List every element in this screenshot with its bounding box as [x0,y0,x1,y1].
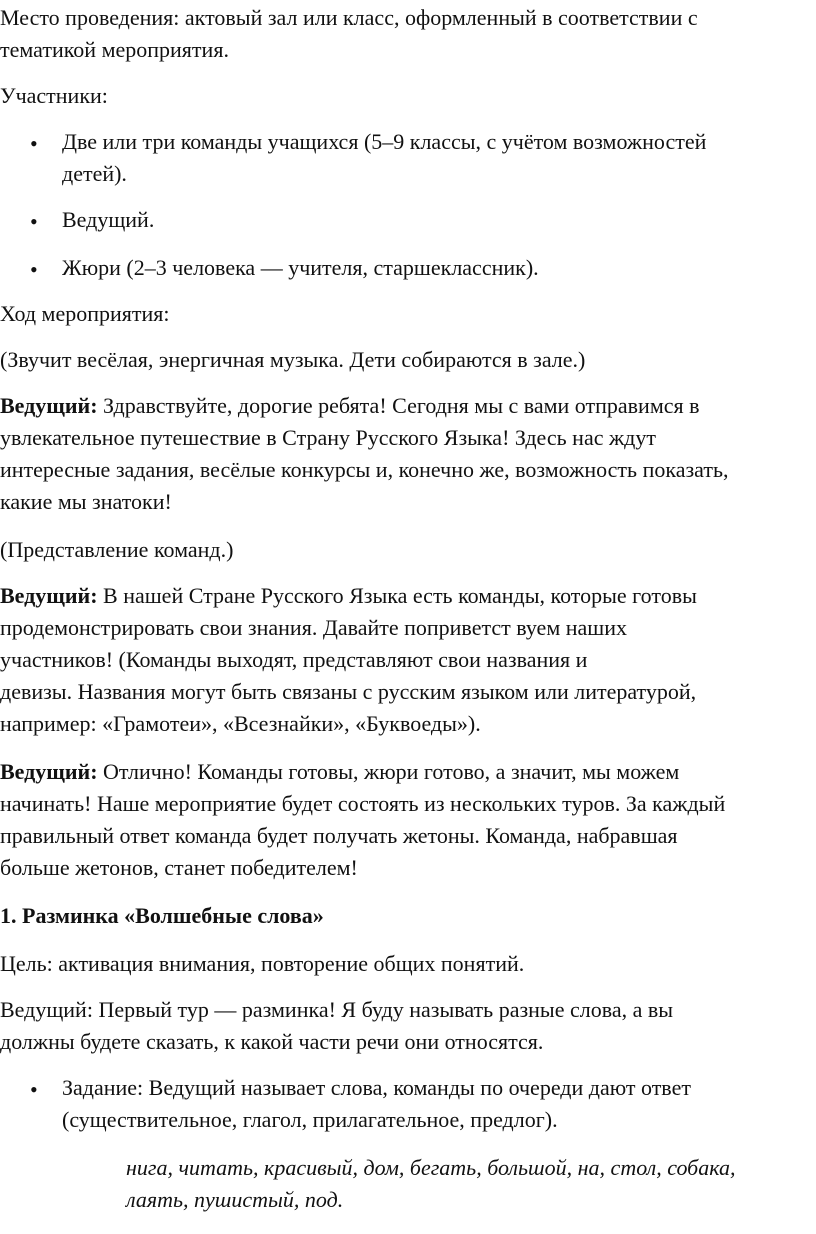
speech-3-text: Отлично! Команды готовы, жюри готово, а значит, мы можем [97,759,680,784]
speech-1-line-2: увлекательное путешествие в Страну Русского Языка! Здесь нас ждут [0,425,656,450]
speaker-label: Ведущий: [0,759,98,784]
round-1-goal: Цель: активация внимания, повторение общих понятий. [0,951,525,976]
round-1-host-line-2: должны будете сказать, к какой части речи они относятся. [0,1029,544,1054]
participants-heading: Участники: [0,83,108,108]
round-1-words-line-2: лаять, пушистый, под. [126,1187,344,1212]
bullet-3: • [30,257,38,282]
presentation-note: (Представление команд.) [0,537,234,562]
speech-2-line-3: участников! (Команды выходят, представляют свои названия и [0,647,588,672]
round-1-words-line-1: нига, читать, красивый, дом, бегать, большой, на, стол, собака, [126,1155,736,1180]
bullet-2: • [30,209,38,234]
participant-item-3: Жюри (2–3 человека — учителя, старшеклассник). [62,255,539,280]
speech-3-line-3: правильный ответ команда будет получать жетоны. Команда, набравшая [0,823,678,848]
speech-1-line-4: какие мы знатоки! [0,489,172,514]
participant-item-2: Ведущий. [62,207,155,232]
round-1-task-line-2: (существительное, глагол, прилагательное, предлог). [62,1107,558,1132]
speech-2-line-5: например: «Грамотеи», «Всезнайки», «Буквоеды»). [0,711,481,736]
speech-2-line-1 [0,580,697,612]
round-1-host-line-1: Ведущий: Первый тур — разминка! Я буду называть разные слова, а вы [0,997,674,1022]
speech-1-line-3: интересные задания, весёлые конкурсы и, конечно же, возможность показать, [0,457,729,482]
bullet-1: • [30,131,38,156]
speech-3-line-1 [0,756,679,788]
venue-line-2: тематикой мероприятия. [0,37,229,62]
course-intro: (Звучит весёлая, энергичная музыка. Дети собираются в зале.) [0,347,586,372]
speech-1-text: Здравствуйте, дорогие ребята! Сегодня мы с вами отправимся в [97,393,700,418]
speaker-label: Ведущий: [0,583,98,608]
course-heading: Ход мероприятия: [0,301,170,326]
speech-2-text: В нашей Стране Русского Языка есть команды, которые готовы [97,583,697,608]
participant-item-1-line-1: Две или три команды учащихся (5–9 классы, с учётом возможностей [62,129,707,154]
speaker-label: Ведущий: [0,393,98,418]
speech-3-line-4: больше жетонов, станет победителем! [0,855,358,880]
venue-line-1: Место проведения: актовый зал или класс, оформленный в соответствии с [0,5,698,30]
round-1-task-line-1: Задание: Ведущий называет слова, команды по очереди дают ответ [62,1075,691,1100]
round-1-title: 1. Разминка «Волшебные слова» [0,903,324,928]
participant-item-1-line-2: детей). [62,161,127,186]
speech-2-line-2: продемонстрировать свои знания. Давайте поприветст вуем наших [0,615,627,640]
speech-2-line-4: девизы. Названия могут быть связаны с русским языком или литературой, [0,679,697,704]
speech-3-line-2: начинать! Наше мероприятие будет состоять из нескольких туров. За каждый [0,791,726,816]
bullet-task: • [30,1077,38,1102]
speech-1-line-1 [0,390,700,422]
